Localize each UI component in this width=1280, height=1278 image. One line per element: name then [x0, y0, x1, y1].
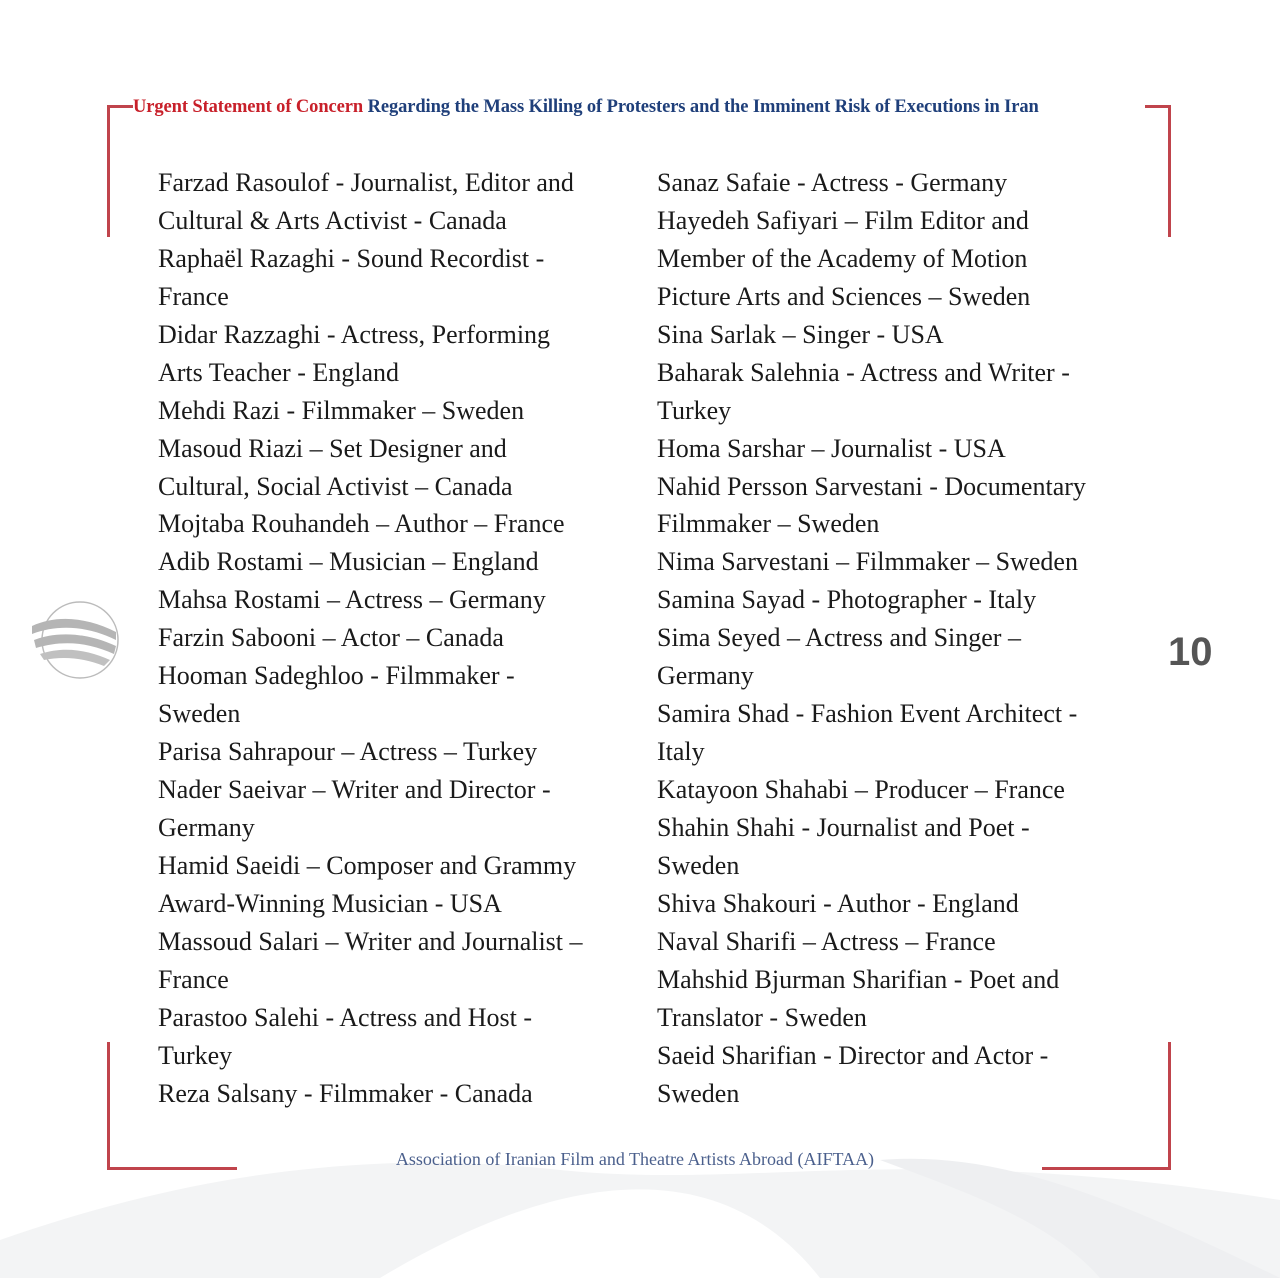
- signatory-line: Farzad Rasoulof - Journalist, Editor and: [158, 168, 574, 197]
- signatory-line: Didar Razzaghi - Actress, Performing: [158, 319, 551, 349]
- signatory-line: Saeid Sharifian - Director and Actor -: [657, 1040, 1049, 1070]
- signatory-line: Award-Winning Musician - USA: [158, 888, 502, 918]
- signatory-entry: [657, 961, 1086, 1037]
- frame-top-left-v: [107, 105, 110, 237]
- signatory-line: Cultural & Arts Activist - Canada: [158, 205, 507, 235]
- signatory-entry: [657, 885, 1086, 923]
- signatory-entry: [657, 619, 1086, 695]
- signatory-line: Katayoon Shahabi – Producer – France: [657, 775, 1065, 804]
- signatory-line: Sanaz Safaie - Actress - Germany: [657, 168, 1008, 197]
- signatory-entry: [158, 505, 583, 543]
- signatory-line: Raphaël Razaghi - Sound Recordist -: [158, 243, 545, 273]
- signatory-line: Shiva Shakouri - Author - England: [657, 888, 1019, 918]
- signatory-entry: [158, 392, 583, 430]
- signatory-line: France: [158, 281, 229, 311]
- signatory-entry: [158, 581, 583, 619]
- signatory-line: Mehdi Razi - Filmmaker – Sweden: [158, 395, 525, 425]
- signatory-entry: [158, 164, 583, 240]
- signatory-entry: [657, 923, 1086, 961]
- signatory-line: Arts Teacher - England: [158, 357, 399, 387]
- signatory-line: Samina Sayad - Photographer - Italy: [657, 585, 1037, 615]
- signatory-entry: [657, 316, 1086, 354]
- title-red: Urgent Statement of Concern: [133, 97, 364, 117]
- signatory-line: Nahid Persson Sarvestani - Documentary: [657, 471, 1086, 501]
- signatory-line: Adib Rostami – Musician – England: [158, 547, 539, 577]
- signatory-entry: [158, 543, 583, 581]
- signatory-entry: [657, 809, 1086, 885]
- signatory-entry: [657, 468, 1086, 544]
- signatory-line: Mahshid Bjurman Sharifian - Poet and: [657, 964, 1060, 994]
- signatories-left-column: [158, 164, 583, 1112]
- signatories-right-column: [657, 164, 1086, 1112]
- signatory-line: Parisa Sahrapour – Actress – Turkey: [158, 737, 538, 767]
- signatory-line: Reza Salsany - Filmmaker - Canada: [158, 1078, 533, 1108]
- signatory-entry: [657, 695, 1086, 771]
- signatory-entry: [657, 164, 1086, 202]
- signatory-line: Sweden: [158, 699, 241, 729]
- signatory-line: Masoud Riazi – Set Designer and: [158, 433, 507, 463]
- signatory-line: Cultural, Social Activist – Canada: [158, 471, 513, 501]
- signatory-line: Translator - Sweden: [657, 1002, 867, 1032]
- signatory-line: Homa Sarshar – Journalist - USA: [657, 433, 1006, 463]
- frame-top-right-v: [1168, 105, 1171, 237]
- signatory-entry: [158, 847, 583, 923]
- signatory-entry: [657, 430, 1086, 468]
- signatory-line: Sina Sarlak – Singer - USA: [657, 319, 944, 349]
- signatory-entry: [158, 240, 583, 316]
- title-blue: Regarding the Mass Killing of Protesters and the Imminent Risk of Executions in Iran: [367, 97, 1039, 117]
- signatory-entry: [657, 354, 1086, 430]
- signatory-entry: [657, 202, 1086, 316]
- signatory-entry: [158, 733, 583, 771]
- signatory-line: Farzin Sabooni – Actor – Canada: [158, 623, 504, 653]
- signatory-line: Samira Shad - Fashion Event Architect -: [657, 699, 1078, 729]
- signatory-line: Naval Sharifi – Actress – France: [657, 926, 996, 956]
- signatory-entry: [158, 316, 583, 392]
- signatory-line: Parastoo Salehi - Actress and Host -: [158, 1002, 533, 1032]
- signatory-entry: [657, 581, 1086, 619]
- signatory-line: Nima Sarvestani – Filmmaker – Sweden: [657, 547, 1078, 577]
- signatory-line: Hayedeh Safiyari – Film Editor and: [657, 205, 1029, 235]
- signatory-line: Nader Saeivar – Writer and Director -: [158, 775, 551, 804]
- signatory-line: Shahin Shahi - Journalist and Poet -: [657, 812, 1030, 842]
- aiftaa-logo-icon: [28, 598, 128, 682]
- signatory-line: Picture Arts and Sciences – Sweden: [657, 281, 1031, 311]
- signatory-line: Sima Seyed – Actress and Singer –: [657, 623, 1021, 653]
- signatory-entry: [158, 923, 583, 999]
- signatory-entry: [657, 543, 1086, 581]
- signatory-line: Mahsa Rostami – Actress – Germany: [158, 585, 546, 615]
- signatory-entry: [158, 430, 583, 506]
- signatory-line: Germany: [158, 812, 255, 842]
- signatory-entry: [657, 771, 1086, 809]
- signatory-line: Germany: [657, 661, 754, 691]
- footer-organization: Association of Iranian Film and Theatre Artists Abroad (AIFTAA): [395, 1149, 875, 1169]
- signatory-line: Massoud Salari – Writer and Journalist –: [158, 926, 583, 956]
- signatory-entry: [158, 657, 583, 733]
- signatory-entry: [158, 619, 583, 657]
- signatory-line: Turkey: [158, 1040, 233, 1070]
- frame-top-left-h: [107, 105, 133, 108]
- signatory-line: Mojtaba Rouhandeh – Author – France: [158, 509, 565, 539]
- signatory-line: Italy: [657, 737, 705, 767]
- signatory-line: Sweden: [657, 850, 740, 880]
- signatory-entry: [158, 1075, 583, 1113]
- signatory-line: Filmmaker – Sweden: [657, 509, 880, 539]
- signatory-entry: [158, 771, 583, 847]
- signatory-line: Hamid Saeidi – Composer and Grammy: [158, 850, 577, 880]
- signatory-line: France: [158, 964, 229, 994]
- signatory-line: Turkey: [657, 395, 732, 425]
- signatory-entry: [158, 999, 583, 1075]
- signatory-line: Member of the Academy of Motion: [657, 243, 1028, 273]
- page-title: [133, 97, 1039, 118]
- signatory-line: Hooman Sadeghloo - Filmmaker -: [158, 661, 515, 691]
- page-number: 10: [1168, 630, 1213, 674]
- signatory-entry: [657, 1037, 1086, 1113]
- signatory-line: Sweden: [657, 1078, 740, 1108]
- signatory-line: Baharak Salehnia - Actress and Writer -: [657, 357, 1070, 387]
